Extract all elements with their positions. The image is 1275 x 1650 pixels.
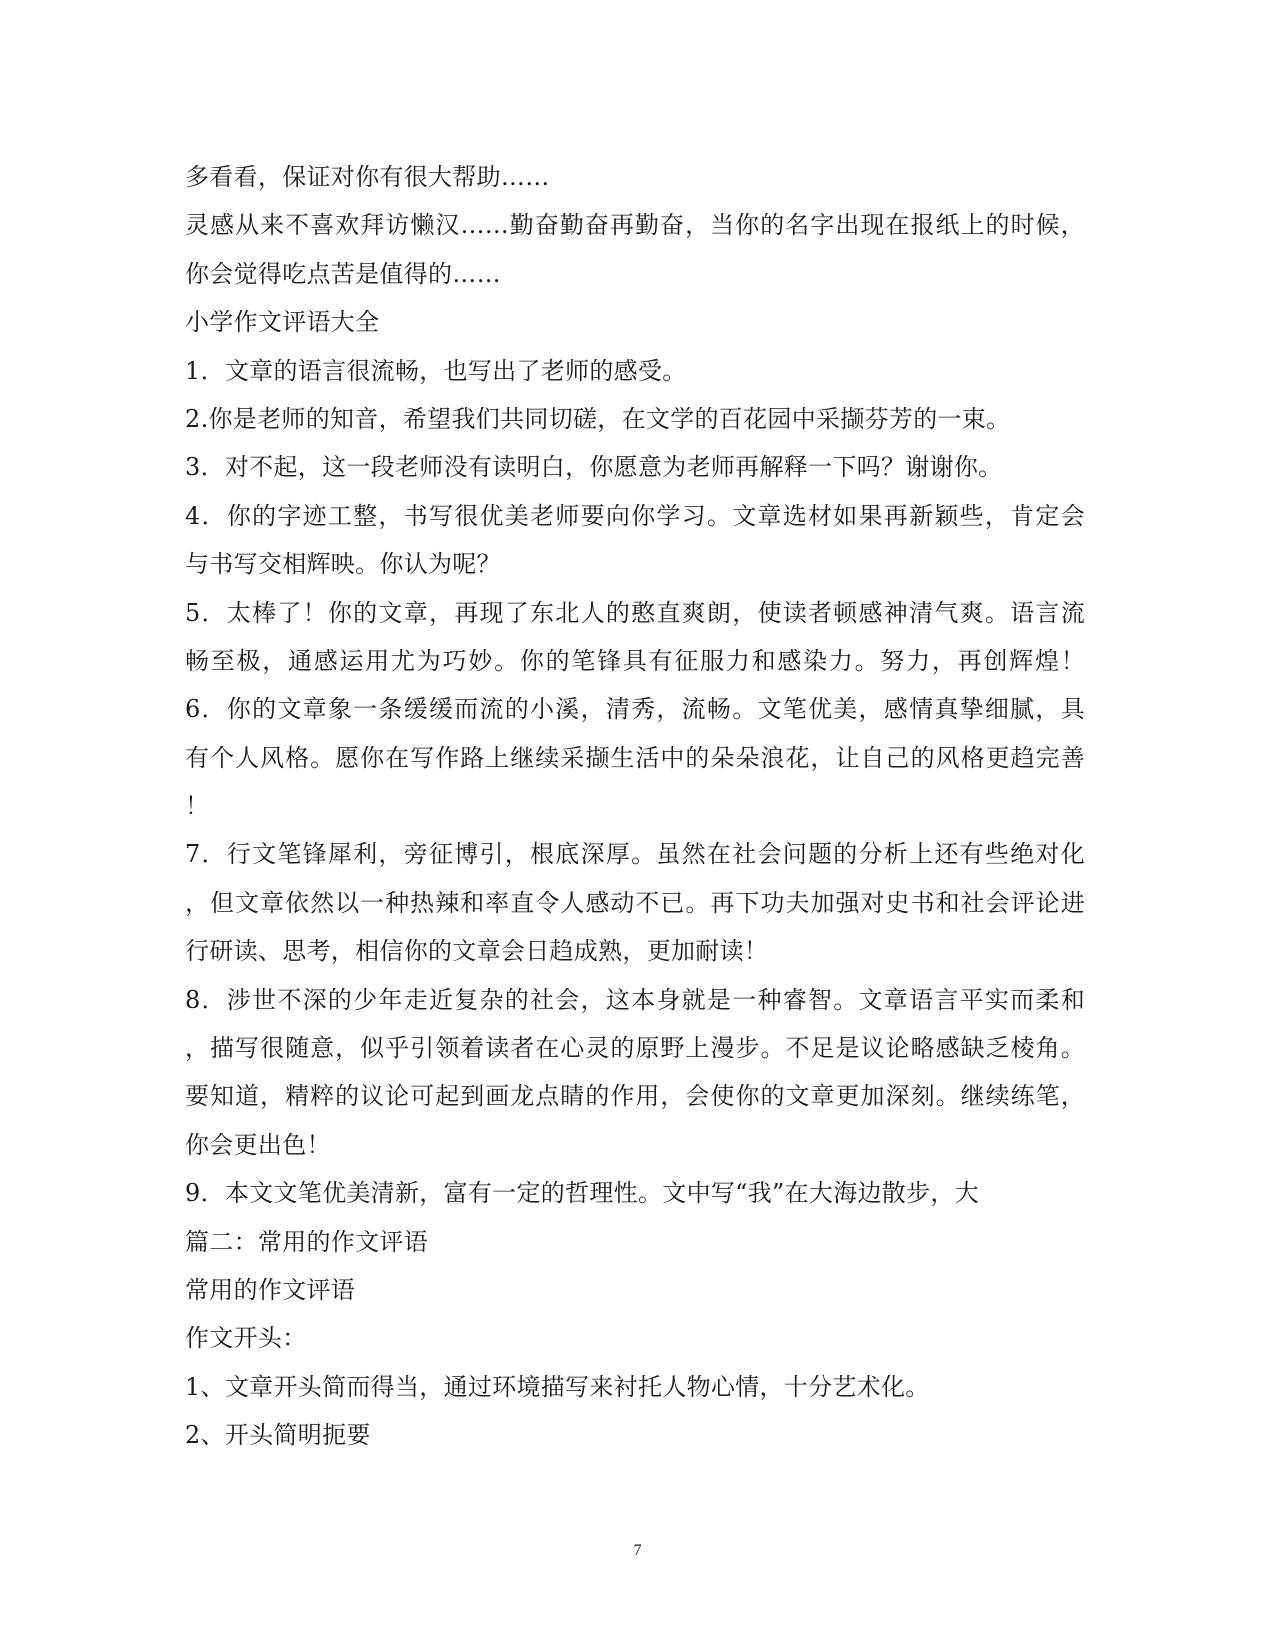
section-heading: 小学作文评语大全 — [185, 308, 380, 337]
list-item: 1．文章的语言很流畅，也写出了老师的感受。 — [185, 356, 687, 385]
list-item-continuation: ，描写很随意，似乎引领着读者在心灵的原野上漫步。不足是议论略感缺乏棱角。 — [185, 1034, 1085, 1063]
list-item-continuation: 行研读、思考，相信你的文章会日趋成熟，更加耐读！ — [185, 937, 769, 966]
list-item: 1、文章开头简而得当，通过环境描写来衬托人物心情，十分艺术化。 — [185, 1372, 930, 1401]
list-item-continuation: 你会更出色！ — [185, 1130, 331, 1159]
section-title: 常用的作文评语 — [185, 1275, 356, 1304]
section-heading: 篇二：常用的作文评语 — [185, 1227, 428, 1256]
list-item-continuation: 有个人风格。愿你在写作路上继续采撷生活中的朵朵浪花，让自己的风格更趋完善 — [185, 743, 1085, 772]
list-item: 2.你是老师的知音，希望我们共同切磋，在文学的百花园中采撷芬芳的一束。 — [185, 404, 1011, 433]
list-item: 7．行文笔锋犀利，旁征博引，根底深厚。虽然在社会问题的分析上还有些绝对化 — [185, 840, 1085, 869]
list-item-continuation: ！ — [185, 792, 210, 821]
list-item: 8．涉世不深的少年走近复杂的社会，这本身就是一种睿智。文章语言平实而柔和 — [185, 985, 1085, 1014]
text-line: 灵感从来不喜欢拜访懒汉……勤奋勤奋再勤奋，当你的名字出现在报纸上的时候， — [185, 211, 1085, 240]
list-item: 6．你的文章象一条缓缓而流的小溪，清秀，流畅。文笔优美，感情真挚细腻，具 — [185, 695, 1085, 724]
list-item-continuation: ，但文章依然以一种热辣和率直令人感动不已。再下功夫加强对史书和社会评论进 — [185, 888, 1085, 917]
list-item-continuation: 畅至极，通感运用尤为巧妙。你的笔锋具有征服力和感染力。努力，再创辉煌！ — [185, 646, 1085, 675]
list-item: 5．太棒了！你的文章，再现了东北人的憨直爽朗，使读者顿感神清气爽。语言流 — [185, 598, 1085, 627]
list-item: 4．你的字迹工整，书写很优美老师要向你学习。文章选材如果再新颖些，肯定会 — [185, 501, 1085, 530]
text-line: 你会觉得吃点苦是值得的…… — [185, 259, 501, 288]
list-item: 9．本文文笔优美清新，富有一定的哲理性。文中写“我”在大海边散步，大 — [185, 1179, 980, 1208]
list-item: 2、开头简明扼要 — [185, 1421, 371, 1450]
subsection-heading: 作文开头： — [185, 1324, 307, 1353]
list-item-continuation: 与书写交相辉映。你认为呢？ — [185, 550, 501, 579]
text-line: 多看看，保证对你有很大帮助…… — [185, 163, 550, 191]
list-item-continuation: 要知道，精粹的议论可起到画龙点睛的作用，会使你的文章更加深刻。继续练笔， — [185, 1082, 1085, 1111]
list-item: 3．对不起，这一段老师没有读明白，你愿意为老师再解释一下吗？谢谢你。 — [185, 453, 1003, 482]
document-body — [185, 153, 1085, 1460]
page-number: 7 — [633, 1542, 642, 1559]
